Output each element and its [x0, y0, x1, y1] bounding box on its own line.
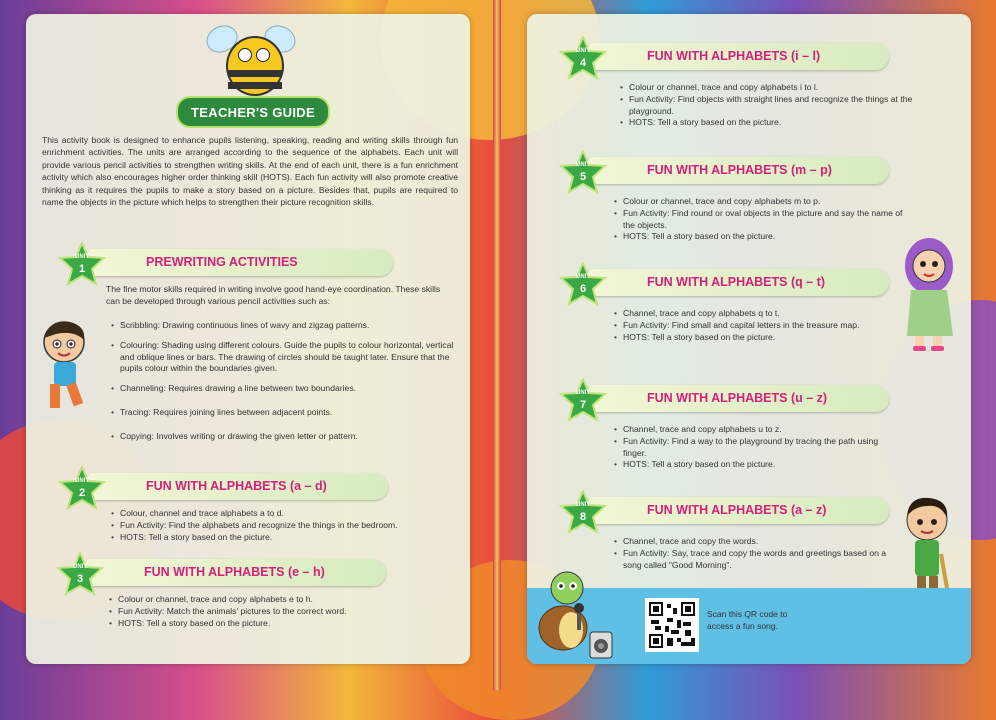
unit-number-badge: UNIT 4 [576, 48, 590, 69]
list-item: • HOTS: Tell a story based on the picture. [120, 532, 465, 544]
list-item: • Channel, trace and copy alphabets u to z. [623, 424, 893, 436]
list-item: • Channel, trace and copy the words. [623, 536, 893, 548]
list-item: • Scribbling: Drawing continuous lines of wavy and zigzag patterns. [120, 320, 460, 332]
unit-7-header [559, 378, 894, 418]
unit-banner [589, 385, 889, 412]
list-item: • Fun Activity: Find round or oval objects in the picture and say the name of the objects. [623, 208, 913, 232]
speaker-icon [587, 628, 617, 662]
intro-paragraph: This activity book is designed to enhance pupils listening, speaking, reading and writing skills through fun enrichment activities. The units are arranged according to the sequence of the alphabets. Each unit will provide various pencil activities to strengthen writing skills. At the end of each unit, there is a fun enrichment activity which also encourages higher order thinking skill (HOTS). Each fun activity will also promote creative thinking as it requires the pupils to make a story based on a picture. Besides that, pupils are required to name the objects in the picture which helps to strengthen their picture recognition skills. [42, 135, 458, 208]
unit-banner [589, 157, 889, 184]
unit-number-badge: UNIT 3 [73, 564, 87, 585]
unit-3-bullets [108, 594, 463, 629]
boy-character-icon [36, 318, 92, 418]
list-item: • Fun Activity: Find small and capital letters in the treasure map. [623, 320, 888, 332]
unit-number-badge: UNIT 5 [576, 162, 590, 183]
unit-number-badge: UNIT 1 [75, 254, 89, 275]
unit-7-bullets [613, 424, 893, 471]
list-item: • Colour or channel, trace and copy alphabets e to h. [118, 594, 463, 606]
list-item: • Fun Activity: Say, trace and copy the words and greetings based on a song called "Good Morning". [623, 548, 893, 572]
list-item: • HOTS: Tell a story based on the picture. [623, 459, 893, 471]
unit-number-badge: UNIT 6 [576, 274, 590, 295]
unit-banner [88, 473, 388, 500]
unit-8-bullets [613, 536, 893, 571]
qr-code-icon[interactable] [645, 598, 699, 652]
list-item: • HOTS: Tell a story based on the picture. [623, 231, 913, 243]
unit-4-header [559, 36, 894, 76]
qr-panel [527, 588, 971, 664]
unit-6-header [559, 262, 894, 302]
list-item: • Tracing: Requires joining lines between adjacent points. [120, 407, 460, 419]
unit-banner [589, 269, 889, 296]
teachers-guide-title: TEACHER'S GUIDE [176, 96, 330, 128]
unit-2-header [58, 466, 393, 506]
unit-number-badge: UNIT 2 [75, 478, 89, 499]
list-item: • Fun Activity: Find the alphabets and recognize the things in the bedroom. [120, 520, 465, 532]
unit-5-bullets [613, 196, 913, 243]
unit-6-bullets [613, 308, 888, 343]
left-page [26, 14, 470, 664]
unit-8-header [559, 490, 894, 530]
unit-1-bullets [110, 320, 460, 443]
unit-5-header [559, 150, 894, 190]
unit-1-header [58, 242, 393, 282]
unit-title: FUN WITH ALPHABETS (e – h) [144, 565, 325, 579]
right-page [527, 14, 971, 664]
unit-banner [589, 497, 889, 524]
list-item: • Colour or channel, trace and copy alphabets i to l. [629, 82, 954, 94]
list-item: • Copying: Involves writing or drawing the given letter or pattern. [120, 431, 460, 443]
unit-2-bullets [110, 508, 465, 543]
list-item: • HOTS: Tell a story based on the picture. [118, 618, 463, 630]
unit-4-bullets [619, 82, 954, 129]
girl-character-icon [899, 232, 961, 356]
unit-3-header [56, 552, 391, 592]
unit-1-intro: The fine motor skills required in writing involve good hand-eye coordination. These skills can be developed through various pencil activities such as: [106, 284, 441, 306]
list-item: • Fun Activity: Match the animals' pictures to the correct word. [118, 606, 463, 618]
list-item: • Colour or channel, trace and copy alphabets m to p. [623, 196, 913, 208]
unit-title: FUN WITH ALPHABETS (q – t) [647, 275, 825, 289]
unit-number-badge: UNIT 8 [576, 502, 590, 523]
list-item: • Channel, trace and copy alphabets q to t. [623, 308, 888, 320]
unit-banner [589, 43, 889, 70]
unit-title: PREWRITING ACTIVITIES [146, 255, 298, 269]
list-item: • Colour, channel and trace alphabets a to d. [120, 508, 465, 520]
unit-banner [88, 249, 393, 276]
list-item: • Fun Activity: Find objects with straight lines and recognize the things at the playground. [629, 94, 954, 118]
list-item: • HOTS: Tell a story based on the picture. [623, 332, 888, 344]
list-item: • Fun Activity: Find a way to the playground by tracing the path using finger. [623, 436, 893, 460]
unit-title: FUN WITH ALPHABETS (i – l) [647, 49, 821, 63]
unit-title: FUN WITH ALPHABETS (u – z) [647, 391, 828, 405]
unit-title: FUN WITH ALPHABETS (a – z) [647, 503, 827, 517]
unit-banner [86, 559, 386, 586]
bee-icon [226, 36, 284, 96]
book-spine [493, 0, 501, 690]
list-item: • Colouring: Shading using different colours. Guide the pupils to colour horizontal, vertical and oblique lines or bars. The drawing of circles should be taught later. Ensure that the pupils colour within the boundaries given. [120, 340, 460, 375]
list-item: • HOTS: Tell a story based on the picture. [629, 117, 954, 129]
list-item: • Channeling: Requires drawing a line between two boundaries. [120, 383, 460, 395]
unit-title: FUN WITH ALPHABETS (m – p) [647, 163, 832, 177]
unit-title: FUN WITH ALPHABETS (a – d) [146, 479, 327, 493]
unit-number-badge: UNIT 7 [576, 390, 590, 411]
teachers-guide-badge [176, 26, 326, 136]
qr-instruction: Scan this QR code to access a fun song. [707, 609, 788, 631]
